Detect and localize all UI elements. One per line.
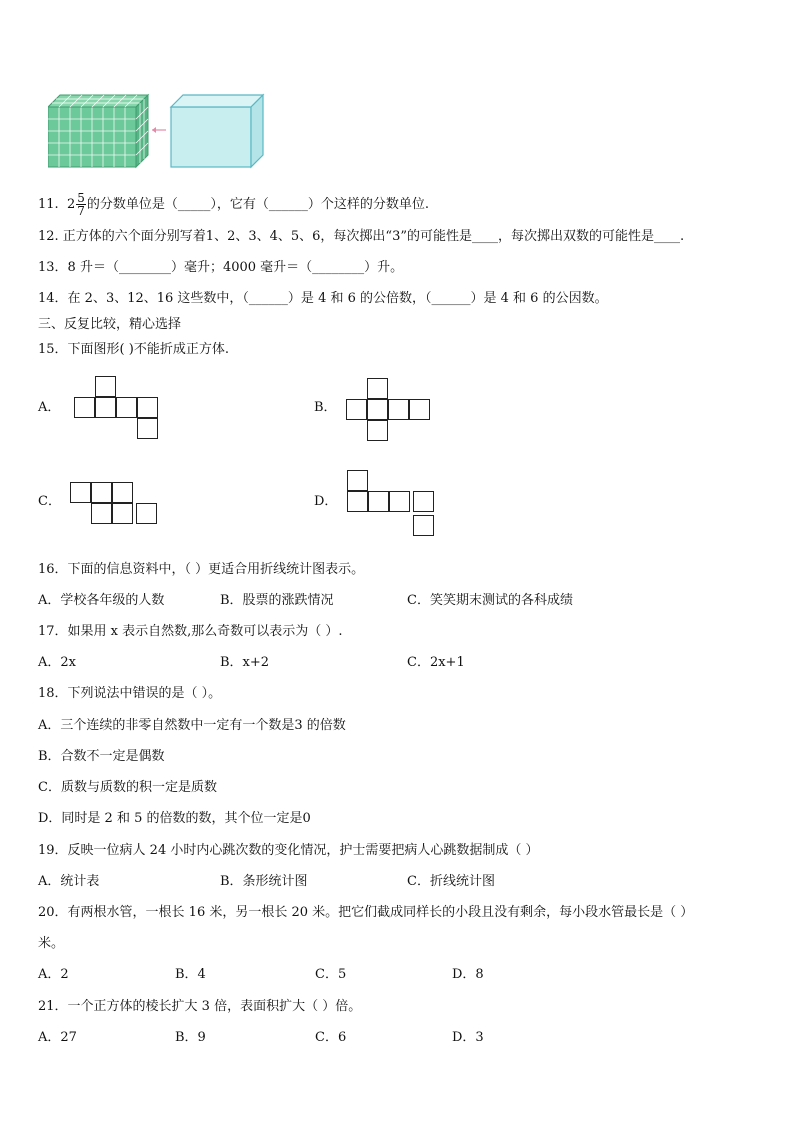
question-14: 14．在 2、3、12、16 这些数中，（______）是 4 和 6 的公倍数，（______）是 4 和 6 的公因数。 [38,291,608,306]
section-title: 三、反复比较，精心选择 [38,317,182,332]
q17-option-c[interactable]: C．2x+1 [407,655,465,670]
q21-option-b[interactable]: B．9 [175,1030,206,1045]
q19-option-a[interactable]: A．统计表 [38,874,100,889]
q16-option-a[interactable]: A．学校各年级的人数 [38,593,165,608]
cuboid-figure [48,93,278,173]
q18-option-c[interactable]: C．质数与质数的积一定是质数 [38,780,217,795]
question-16: 16．下面的信息资料中，（ ）更适合用折线统计图表示。 [38,562,365,577]
q16-option-b[interactable]: B．股票的涨跌情况 [220,593,334,608]
q17-option-a[interactable]: A．2x [38,655,76,670]
q19-option-c[interactable]: C．折线统计图 [407,874,495,889]
denominator: 7 [77,204,85,218]
option-a-label[interactable]: A． [38,400,61,415]
question-13: 13．8 升＝（________）毫升；4000 毫升＝（________）升。 [38,260,404,275]
arrow-icon [152,127,166,133]
question-17: 17．如果用 x 表示自然数,那么奇数可以表示为（ ）. [38,624,343,639]
q20-option-a[interactable]: A．2 [38,967,69,982]
q18-option-b[interactable]: B．合数不一定是偶数 [38,749,165,764]
q18-option-d[interactable]: D．同时是 2 和 5 的倍数的数，其个位一定是0 [38,811,311,826]
question-12: 12. 正方体的六个面分别写着1、2、3、4、5、6，每次掷出“3”的可能性是____，每次掷出双数的可能性是____. [38,229,685,244]
q21-option-a[interactable]: A．27 [38,1030,77,1045]
q20-option-d[interactable]: D．8 [452,967,484,982]
q21-option-d[interactable]: D．3 [452,1030,484,1045]
question-20-cont: 米。 [38,936,65,951]
option-c-label[interactable]: C． [38,494,61,509]
q20-option-c[interactable]: C．5 [315,967,347,982]
question-18: 18．下列说法中错误的是（ ）。 [38,686,222,701]
q21-option-c[interactable]: C．6 [315,1030,347,1045]
numerator: 5 [77,191,85,205]
question-20: 20．有两根水管，一根长 16 米，另一根长 20 米。把它们截成同样长的小段且没有剩余，每小段水管最长是（ ） [38,905,694,920]
option-d-label[interactable]: D． [314,494,338,509]
question-number: 11. [38,197,59,212]
fraction [76,192,86,217]
option-b-label[interactable]: B． [314,400,337,415]
mixed-whole: 2 [66,197,76,212]
q17-option-b[interactable]: B．x+2 [220,655,270,670]
question-21: 21．一个正方体的棱长扩大 3 倍，表面积扩大（ ）倍。 [38,999,362,1014]
question-19: 19．反映一位病人 24 小时内心跳次数的变化情况，护士需要把病人心跳数据制成（ ） [38,843,539,858]
q18-option-a[interactable]: A．三个连续的非零自然数中一定有一个数是3 的倍数 [38,718,346,733]
q16-option-c[interactable]: C．笑笑期末测试的各科成绩 [407,593,573,608]
empty-box [171,95,263,167]
q19-option-b[interactable]: B．条形统计图 [220,874,308,889]
question-15: 15．下面图形( )不能折成正方体. [38,342,229,357]
question-11 [38,192,429,217]
question-text: 的分数单位是（_____），它有（______）个这样的分数单位. [86,197,430,212]
q20-option-b[interactable]: B．4 [175,967,206,982]
grid-cuboid [48,95,148,167]
